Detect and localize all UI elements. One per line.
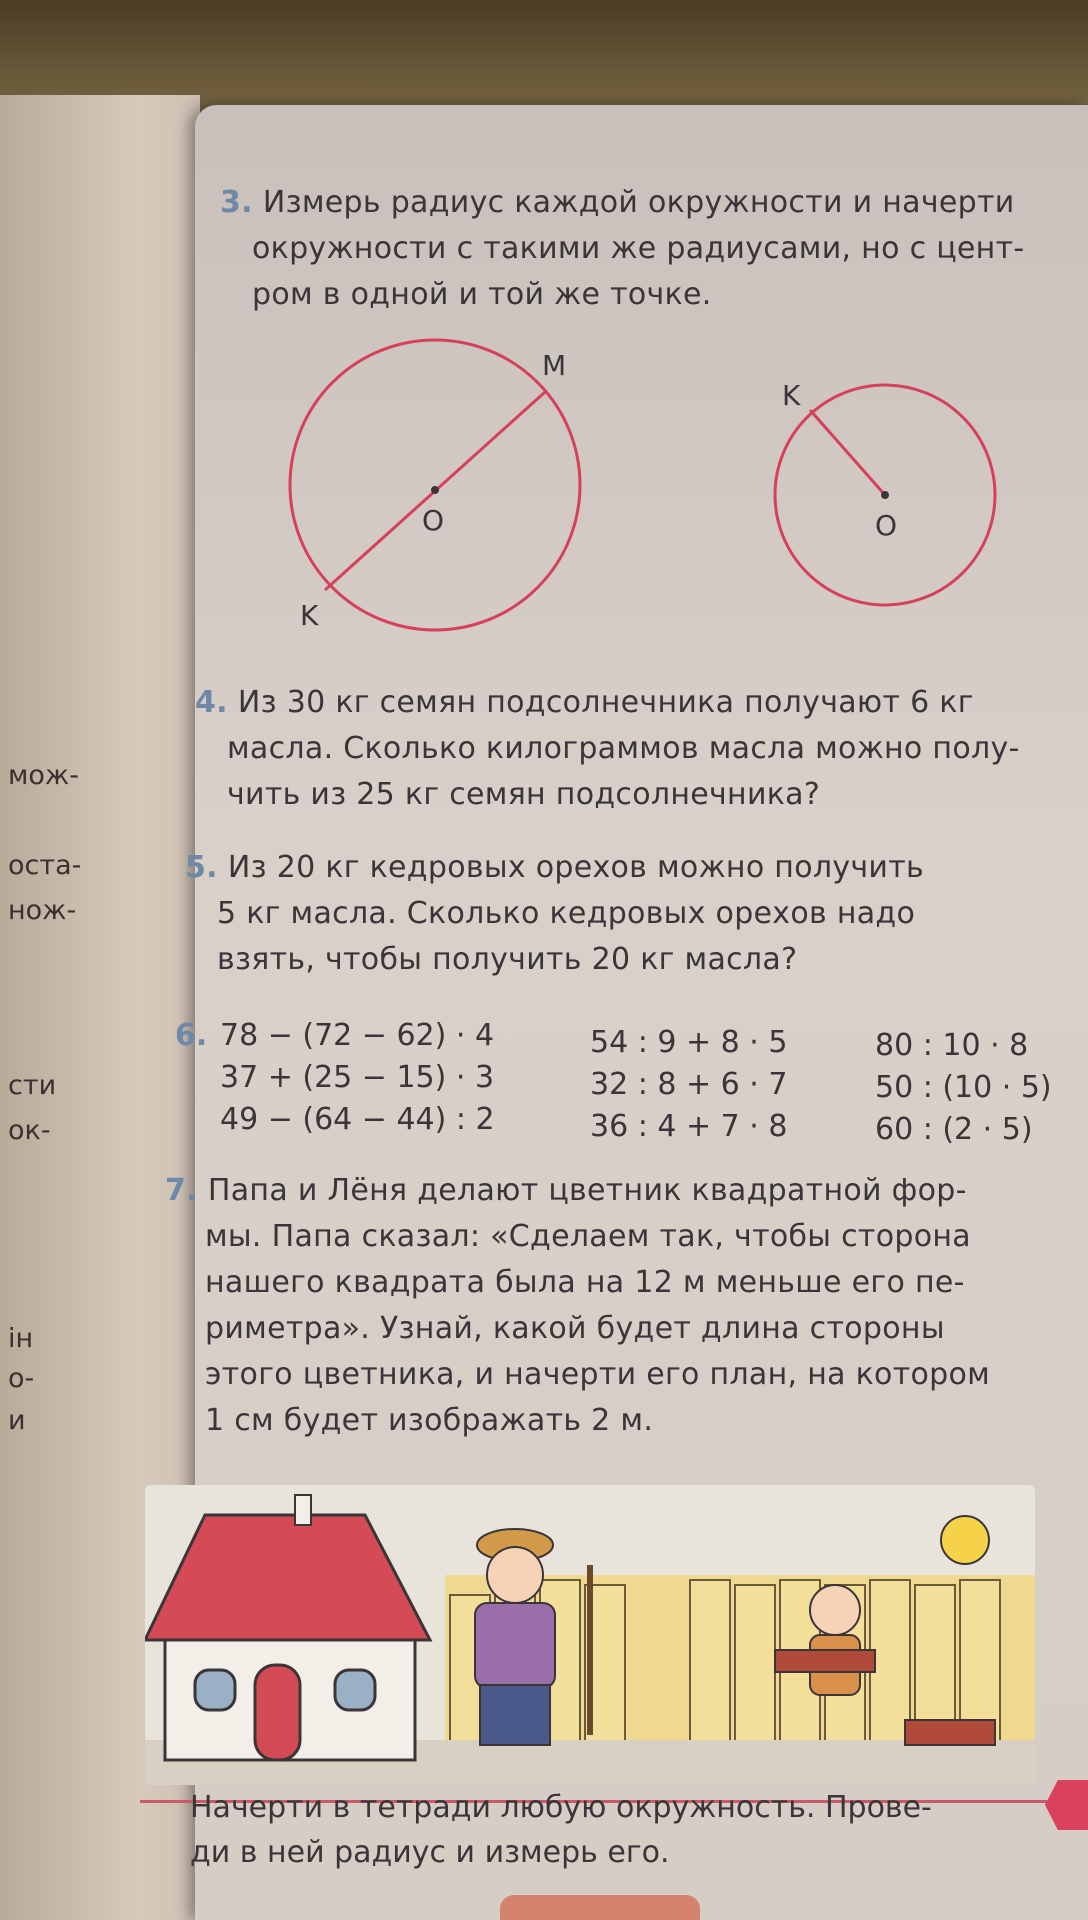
circle-large: [290, 340, 580, 630]
expression: 36 : 4 + 7 · 8: [590, 1109, 788, 1144]
task-text-line: риметра». Узнай, какой будет длина стороны: [205, 1311, 945, 1346]
label-o: O: [422, 504, 445, 537]
label-o: O: [875, 509, 898, 542]
left-fragment: сти: [8, 1070, 57, 1101]
left-fragment: ок-: [8, 1115, 51, 1146]
task-4: [195, 680, 1020, 818]
chimney: [295, 1495, 311, 1525]
task-7: [165, 1168, 990, 1444]
task-text-line: окружности с такими же радиусами, но с цент-: [252, 231, 1025, 266]
task-3: [220, 180, 1025, 318]
center-point: [881, 491, 889, 499]
house-roof: [145, 1515, 430, 1640]
papa-shirt: [475, 1603, 555, 1688]
house-window: [335, 1670, 375, 1710]
task-text-line: мы. Папа сказал: «Сделаем так, чтобы сторона: [205, 1219, 971, 1254]
task-text-line: Из 30 кг семян подсолнечника получают 6 кг: [237, 685, 974, 720]
label-m: M: [542, 349, 567, 382]
expression: 80 : 10 · 8: [875, 1028, 1029, 1063]
homework-task: [190, 1785, 932, 1875]
task-text-line: этого цветника, и начерти его план, на котором: [205, 1357, 991, 1392]
task-number: 4.: [195, 685, 228, 720]
house-window: [195, 1670, 235, 1710]
left-fragment: оста-: [8, 850, 82, 881]
task-number: 5.: [185, 850, 218, 885]
page-bottom-tab: [500, 1895, 700, 1920]
flower-box: [905, 1720, 995, 1745]
illustration-drawing: [145, 1485, 1035, 1785]
papa-pants: [480, 1685, 550, 1745]
expression: 50 : (10 · 5): [875, 1070, 1052, 1105]
homework-line: Начерти в тетради любую окружность. Прове-: [190, 1790, 932, 1825]
task-text-line: 1 см будет изображать 2 м.: [205, 1403, 654, 1438]
center-point: [431, 486, 439, 494]
homework-line: ди в ней радиус и измерь его.: [190, 1835, 670, 1870]
expression-column: [875, 1025, 1052, 1151]
label-k: K: [300, 599, 319, 632]
task-text-line: 5 кг масла. Сколько кедровых орехов надо: [217, 896, 916, 931]
task-text-line: ром в одной и той же точке.: [252, 277, 712, 312]
task-text-line: нашего квадрата была на 12 м меньше его пе-: [205, 1265, 965, 1300]
label-k: K: [782, 379, 801, 412]
task-number: 6.: [175, 1018, 208, 1053]
left-fragment: о-: [8, 1363, 35, 1394]
task-text-line: взять, чтобы получить 20 кг масла?: [217, 942, 798, 977]
illustration: [145, 1485, 1035, 1785]
boy-head: [810, 1585, 860, 1635]
sun: [941, 1516, 989, 1564]
task-number: 3.: [220, 185, 253, 220]
task-text-line: чить из 25 кг семян подсолнечника?: [227, 777, 821, 812]
expression-column: [590, 1022, 787, 1148]
seedling-box: [775, 1650, 875, 1672]
left-fragment: ін: [8, 1323, 34, 1354]
left-fragment: нож-: [8, 895, 77, 926]
expression-column: [220, 1015, 495, 1141]
task-text-line: Измерь радиус каждой окружности и начерти: [262, 185, 1015, 220]
expression: 60 : (2 · 5): [875, 1112, 1033, 1147]
circles-figure: [270, 330, 1020, 660]
task-number: 7.: [165, 1173, 198, 1208]
house-door: [255, 1665, 300, 1760]
task-text-line: Из 20 кг кедровых орехов можно получить: [227, 850, 924, 885]
expression: 37 + (25 − 15) · 3: [220, 1060, 495, 1095]
left-fragment: и: [8, 1405, 26, 1436]
papa-head: [487, 1547, 543, 1603]
expression: 78 − (72 − 62) · 4: [220, 1018, 495, 1053]
expression: 49 − (64 − 44) : 2: [220, 1102, 495, 1137]
expression: 32 : 8 + 6 · 7: [590, 1067, 788, 1102]
left-fragment: мож-: [8, 760, 79, 791]
task-text-line: Папа и Лёня делают цветник квадратной фор-: [207, 1173, 967, 1208]
radius-ok: [810, 410, 885, 495]
task-text-line: масла. Сколько килограммов масла можно полу-: [227, 731, 1020, 766]
expression: 54 : 9 + 8 · 5: [590, 1025, 788, 1060]
task-5: [185, 845, 924, 983]
